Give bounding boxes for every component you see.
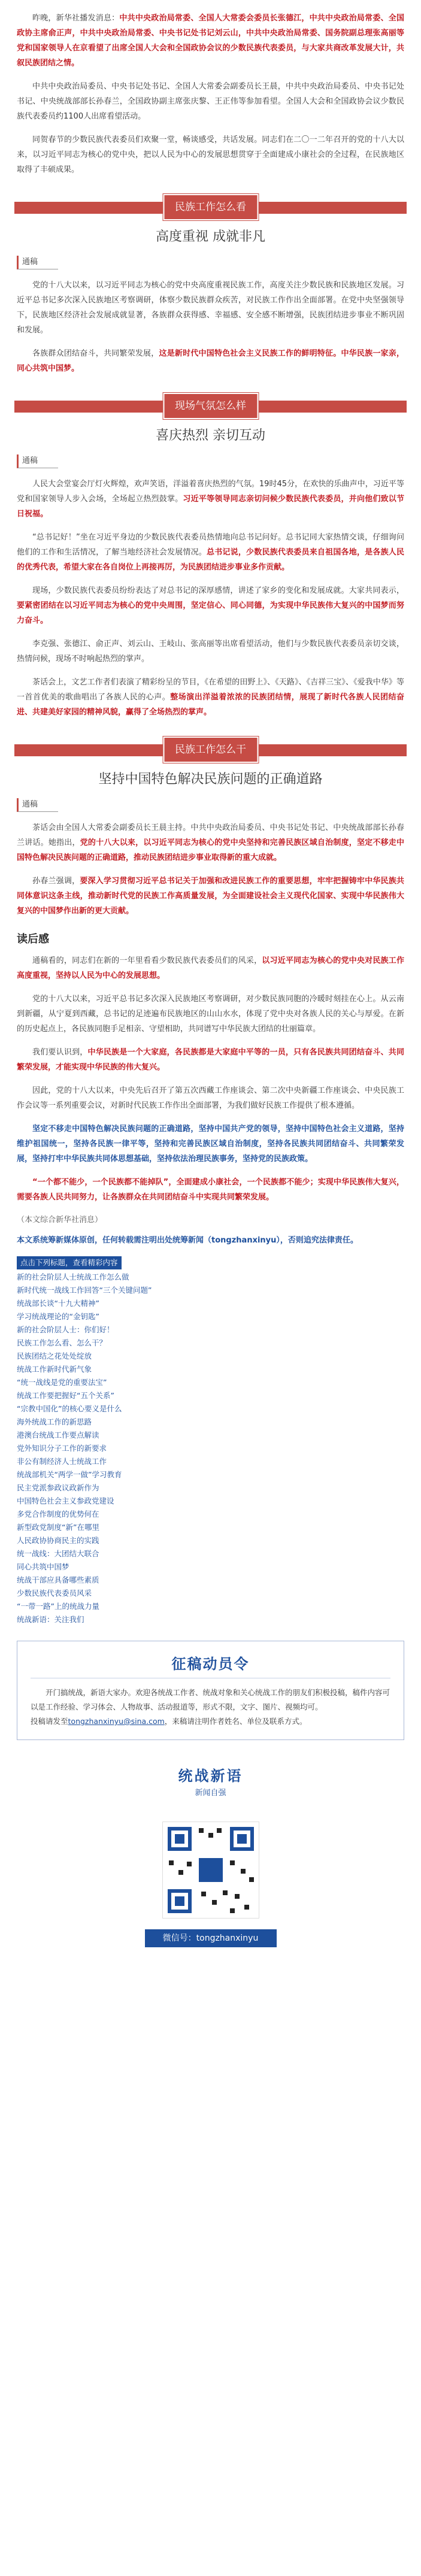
related-link-item[interactable]: 人民政协协商民主的实践 bbox=[17, 1536, 99, 1545]
section-3-label: 通稿 bbox=[17, 798, 58, 812]
related-link-item[interactable]: 统一战线：大团结大联合 bbox=[17, 1549, 99, 1558]
related-link-item[interactable]: 多党合作制度的优势何在 bbox=[17, 1510, 99, 1519]
related-link-item[interactable]: 民主党派参政议政新作为 bbox=[17, 1483, 99, 1492]
copyright-note: 本文系统筹新媒体原创，任何转载需注明出处统筹新闻（tongzhanxinyu），否则追究法律责任。 bbox=[17, 1236, 358, 1245]
related-link-item[interactable]: 统战工作要把握好“五个关系” bbox=[17, 1391, 114, 1400]
related-link-item[interactable]: 同心共筑中国梦 bbox=[17, 1562, 69, 1571]
related-link-item[interactable]: 民族工作怎么看、怎么干？ bbox=[17, 1338, 107, 1347]
intro-paragraph-3: 同贺春节的少数民族代表委员们欢聚一堂，畅谈感受，共话发展。同志们在二〇一二年召开的党的十八大以来，以习近平同志为核心的党中央，把以人民为中心的发展思想贯穿于全面建成小康社会的全过程，在民族地区取得了丰硕成果。 bbox=[17, 135, 404, 174]
reading-notes-title: 读后感 bbox=[17, 933, 49, 945]
related-link-item[interactable]: 新时代统一战线工作回答“三个关键问题” bbox=[17, 1286, 152, 1295]
related-link-item[interactable]: 民族团结之花处处绽放 bbox=[17, 1351, 92, 1360]
related-link-item[interactable]: “一带一路”上的统战力量 bbox=[17, 1602, 99, 1611]
intro-paragraph-1: 昨晚，新华社播发消息：中共中央政治局常委、全国人大常委会委员长张德江，中共中央政治局常委、全国政协主席俞正声，中共中央政治局常委、中央书记处书记刘云山，中共中央政治局常委、国务院副总理张高丽等党和国家领导人在京看望了出席全国人大会和全国政协会议的少数民族代表委员，与大家共商改革发展大计，共叙民族团结之情。 bbox=[17, 14, 404, 68]
related-links bbox=[17, 1256, 404, 1626]
related-link-item[interactable]: 统战工作新时代新气象 bbox=[17, 1365, 92, 1374]
section-banner-3-title: 民族工作怎么干 bbox=[163, 737, 258, 763]
section-3-subtitle: 坚持中国特色解决民族问题的正确道路 bbox=[98, 772, 323, 787]
footer bbox=[0, 1764, 421, 1947]
section-banner-2-title: 现场气氛怎么样 bbox=[163, 393, 258, 419]
related-link-item[interactable]: 统战干部应具备哪些素质 bbox=[17, 1575, 99, 1584]
section-2-paragraph-1: 人民大会堂宴会厅灯火辉煌，欢声笑语，洋溢着喜庆热烈的气氛。19时45分，在欢快的乐曲声中，习近平等党和国家领导人步入会场，全场起立热烈鼓掌。习近平等领导同志亲切问候少数民族代表委员，并向他们致以节日祝福。 bbox=[17, 480, 404, 519]
source-note: （本文综合新华社消息） bbox=[17, 1216, 103, 1225]
section-2-paragraph-3: 现场，少数民族代表委员纷纷表达了对总书记的深厚感情，讲述了家乡的变化和发展成就。大家共同表示，要紧密团结在以习近平同志为核心的党中央周围，坚定信心、同心同德，为实现中华民族伟大复兴的中国梦而努力奋斗。 bbox=[17, 586, 404, 625]
related-link-item[interactable]: “宗教中国化”的核心要义是什么 bbox=[17, 1404, 122, 1413]
related-link-item[interactable]: 非公有制经济人士统战工作 bbox=[17, 1457, 107, 1466]
section-3-paragraph-1: 茶话会由全国人大常委会副委员长王晨主持。中共中央政治局委员、中央书记处书记、中央统战部部长孙春兰讲话。她指出，党的十八大以来，以习近平同志为核心的党中央坚持和完善民族区域自治制度，坚定不移走中国特色解决民族问题的正确道路，推动民族团结进步事业取得新的重大成就。 bbox=[17, 823, 404, 862]
section-1-label: 通稿 bbox=[17, 256, 58, 269]
recruit-title: 征稿动员令 bbox=[171, 1656, 250, 1672]
related-link-item[interactable]: 中国特色社会主义参政党建设 bbox=[17, 1496, 114, 1505]
related-link-item[interactable]: 学习统战理论的“金钥匙” bbox=[17, 1312, 99, 1321]
related-link-item[interactable]: 新的社会阶层人士统战工作怎么做 bbox=[17, 1272, 129, 1281]
reading-paragraph-6: “一个都不能少，一个民族都不能掉队”，全面建成小康社会，一个民族都不能少；实现中华民族伟大复兴，需要各族人民共同努力，让各族群众在共同团结奋斗中实现共同繁荣发展。 bbox=[17, 1178, 404, 1202]
related-link-item[interactable]: 统战新语：关注我们 bbox=[17, 1615, 84, 1624]
related-link-item[interactable]: 新型政党制度“新”在哪里 bbox=[17, 1523, 99, 1532]
intro-paragraph-2: 中共中央政治局委员、中央书记处书记、全国人大常委会副委员长王晨，中共中央政治局委员、中央书记处书记、中央统战部部长孙春兰，全国政协副主席张庆黎、王正伟等参加看望。全国人大会和全国政协会议少数民族代表委员约1100人出席看望活动。 bbox=[17, 82, 404, 121]
related-link-item[interactable]: 统战部长谈“十九大精神” bbox=[17, 1299, 99, 1308]
wechat-id: 微信号：tongzhanxinyu bbox=[145, 1929, 277, 1947]
section-banner-1-title: 民族工作怎么看 bbox=[163, 194, 258, 220]
footer-subtitle: 新闻自强 bbox=[195, 1789, 226, 1798]
section-1-paragraph-2: 各族群众团结奋斗，共同繁荣发展，这是新时代中国特色社会主义民族工作的鲜明特征。中华民族一家亲，同心共筑中国梦。 bbox=[17, 349, 404, 373]
section-2-paragraph-2: “总书记好！”坐在习近平身边的少数民族代表委员热情地向总书记问好。总书记同大家热情交谈，仔细询问他们的工作和生活情况，了解当地经济社会发展情况。总书记说，少数民族代表委员来自祖国各地，是各族人民的优秀代表，希望大家在各自岗位上再接再厉，为民族团结进步事业多作贡献。 bbox=[17, 533, 404, 572]
related-link-item[interactable]: 党外知识分子工作的新要求 bbox=[17, 1444, 107, 1453]
footer-title: 统战新语 bbox=[178, 1768, 243, 1784]
reading-paragraph-3: 我们要认识到，中华民族是一个大家庭，各民族都是大家庭中平等的一员，只有各民族共同团结奋斗、共同繁荣发展，才能实现中华民族的伟大复兴。 bbox=[17, 1048, 404, 1072]
reading-paragraph-2: 党的十八大以来，习近平总书记多次深入民族地区考察调研，对少数民族同胞的冷暖时刻挂在心上。从云南到新疆，从宁夏到西藏，总书记的足迹遍布民族地区的山山水水，体现了党中央对各族人民的关心与厚爱。在新的历史起点上，各民族同胞手足相亲、守望相助，共同谱写中华民族大团结的壮丽篇章。 bbox=[17, 995, 404, 1034]
related-link-item[interactable]: 海外统战工作的新思路 bbox=[17, 1417, 92, 1426]
section-2-paragraph-5: 茶话会上，文艺工作者们表演了精彩纷呈的节目，《在希望的田野上》、《天路》、《吉祥三宝》、《爱我中华》等一首首优美的歌曲唱出了各族人民的心声。整场演出洋溢着浓浓的民族团结情，展现了新时代各族人民团结奋进、共建美好家园的精神风貌，赢得了全场热烈的掌声。 bbox=[17, 678, 404, 717]
article-page bbox=[0, 11, 421, 2576]
related-links-list bbox=[17, 1271, 404, 1626]
section-2-label: 通稿 bbox=[17, 454, 58, 468]
section-3-paragraph-2: 孙春兰强调，要深入学习贯彻习近平总书记关于加强和改进民族工作的重要思想，牢牢把握铸牢中华民族共同体意识这条主线，推动新时代党的民族工作高质量发展，为全面建设社会主义现代化国家、实现中华民族伟大复兴的中国梦作出新的更大贡献。 bbox=[17, 877, 404, 916]
reading-paragraph-1: 通稿看的，同志们在新的一年里看看少数民族代表委员们的风采，以习近平同志为核心的党中央对民族工作高度重视，坚持以人民为中心的发展思想。 bbox=[17, 956, 404, 980]
related-link-item[interactable]: 新的社会阶层人士：你们好！ bbox=[17, 1325, 114, 1334]
section-banner-2 bbox=[14, 393, 407, 419]
related-links-header: 点击下列标题，查看精彩内容 bbox=[17, 1256, 122, 1269]
section-banner-3 bbox=[14, 737, 407, 763]
qr-code-icon bbox=[163, 1822, 259, 1918]
related-link-item[interactable]: 少数民族代表委员风采 bbox=[17, 1589, 92, 1598]
reading-paragraph-4: 因此，党的十八大以来，中央先后召开了第五次西藏工作座谈会、第二次中央新疆工作座谈会、中央民族工作会议等一系列重要会议，对新时代民族工作作出全面部署，为我们做好民族工作提供了根本遵循。 bbox=[17, 1086, 404, 1110]
recruit-email-link[interactable]: tongzhanxinyu@sina.com bbox=[68, 1717, 165, 1726]
section-banner-1 bbox=[14, 194, 407, 220]
highlight-text: 中共中央政治局常委、全国人大常委会委员长张德江，中共中央政治局常委、全国政协主席俞正声，中共中央政治局常委、中央书记处书记刘云山，中共中央政治局常委、国务院副总理张高丽等党和国家领导人在京看望了出席全国人大会和全国政协会议的少数民族代表委员，与大家共商改革发展大计，共叙民族团结之情。 bbox=[17, 14, 404, 68]
section-2-subtitle: 喜庆热烈 亲切互动 bbox=[156, 428, 265, 443]
related-link-item[interactable]: 港澳台统战工作要点解读 bbox=[17, 1431, 99, 1439]
related-link-item[interactable]: 统战部机关“两学一做”学习教育 bbox=[17, 1470, 122, 1479]
section-2-paragraph-4: 李克强、张德江、俞正声、刘云山、王岐山、张高丽等出席看望活动，他们与少数民族代表委员亲切交谈，热情问候，现场不时响起热烈的掌声。 bbox=[17, 640, 404, 663]
section-1-paragraph-1: 党的十八大以来，以习近平同志为核心的党中央高度重视民族工作，高度关注少数民族和民族地区发展。习近平总书记多次深入民族地区考察调研，体察少数民族群众疾苦，对民族工作作出全面部署。在党中央坚强领导下，民族地区经济社会发展成就显著，各族群众获得感、幸福感、安全感不断增强，民族团结进步事业不断巩固和发展。 bbox=[17, 281, 404, 335]
recruit-body: 开门搞统战，新语大家办。欢迎各统战工作者、统战对象和关心统战工作的朋友们积极投稿，稿件内容可以是工作经验、学习体会、人物故事、活动报道等，形式不限，文字、图片、视频均可。 投稿请发至tongzhanxinyu@sina.com，来稿请注明作者姓名、单位及联系方式。 bbox=[31, 1678, 390, 1739]
section-1-subtitle: 高度重视 成就非凡 bbox=[156, 229, 265, 244]
reading-paragraph-5: 坚定不移走中国特色解决民族问题的正确道路，坚持中国共产党的领导，坚持中国特色社会主义道路，坚持维护祖国统一，坚持各民族一律平等，坚持和完善民族区域自治制度，坚持各民族共同团结奋斗、共同繁荣发展，坚持打牢中华民族共同体思想基础，坚持依法治理民族事务，坚持党的民族政策。 bbox=[17, 1125, 404, 1163]
qr-code-image bbox=[162, 1822, 259, 1919]
recruit-box bbox=[17, 1641, 404, 1740]
related-link-item[interactable]: “统一战线是党的重要法宝” bbox=[17, 1378, 107, 1387]
